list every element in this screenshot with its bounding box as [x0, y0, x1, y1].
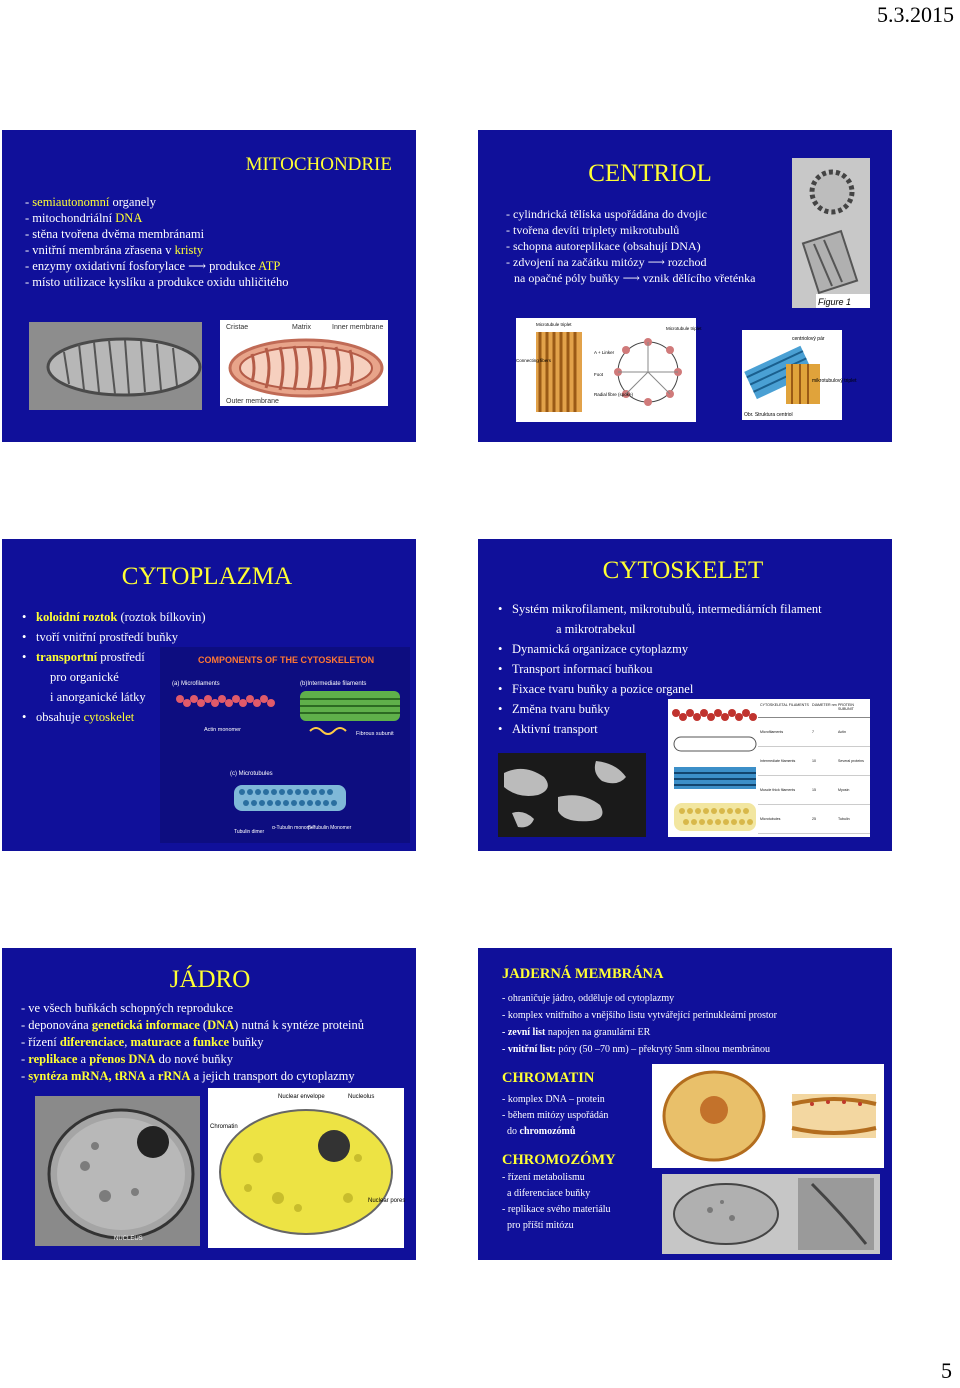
table-row	[758, 776, 870, 805]
mitochondria-diagram	[220, 320, 388, 406]
text-line: - tvořena devíti triplety mikrotubulů	[506, 223, 680, 237]
nucleus-diagram	[208, 1088, 404, 1248]
bullet-row	[498, 639, 822, 659]
membrana-text	[502, 990, 777, 1058]
bullet-dot: •	[498, 602, 503, 616]
text-bold: maturace	[130, 1035, 182, 1049]
slide-centriol	[478, 130, 892, 442]
table-cell: 10	[812, 759, 816, 763]
label-microtubules: (c) Microtubules	[230, 771, 273, 777]
text-line	[502, 1007, 777, 1024]
diagram-label-cristae: Cristae	[226, 324, 249, 331]
text-plain: Systém mikrofilament, mikrotubulů, intermediárních filament	[512, 602, 822, 616]
page-number: 5	[941, 1358, 952, 1383]
table-row	[758, 718, 870, 747]
text-plain: - stěna tvořena dvěma membránami	[25, 227, 205, 241]
nuclear-envelope-micrograph	[662, 1174, 880, 1254]
text-line	[25, 274, 288, 290]
nucleus-micrograph	[35, 1096, 200, 1246]
text-plain: tvoří vnitřní prostředí buňky	[36, 630, 178, 644]
label-connecting-fibers: Connecting fibers	[516, 358, 552, 363]
text-bold: genetická informace	[91, 1018, 200, 1032]
text-line	[25, 210, 288, 226]
label-nucleolus: Nucleolus	[348, 1094, 375, 1100]
text-plain: i anorganické látky	[50, 690, 146, 704]
bullet-row	[498, 659, 822, 679]
membrana-title: JADERNÁ MEMBRÁNA	[502, 966, 664, 982]
bullet-dot: •	[22, 610, 27, 624]
text-plain: organely	[109, 195, 157, 209]
text-line: pro příští mitózu	[502, 1220, 574, 1231]
label-nuclear-envelope: Nuclear envelope	[278, 1094, 325, 1100]
slide-cytoplazma	[2, 539, 416, 851]
text-bold: chromozómů	[519, 1126, 576, 1137]
nucleolus-caption: NUCLEOLUS	[298, 1236, 335, 1242]
table-cell: 15	[812, 788, 816, 792]
text-bold: funkce	[192, 1035, 230, 1049]
nucleus-caption: NUCLEUS	[114, 1236, 143, 1242]
label-tubulin-dimer: Tubulin dimer	[234, 829, 265, 835]
text-line: na opačné póly buňky ⟶ vznik dělícího vřeténka	[514, 271, 756, 285]
text-plain: - komplex vnitřního a vnějšího listu vytvářející perinukleární prostor	[502, 1010, 777, 1021]
text-highlight: semiautonomní	[32, 195, 110, 209]
table-cell: 25	[812, 817, 816, 821]
text-plain: póry (50 –70 nm) – překrytý 5nm silnou membránou	[555, 1044, 771, 1055]
slide-title: CYTOSKELET	[602, 557, 764, 584]
text-plain: -	[25, 195, 33, 209]
text-line	[25, 258, 288, 274]
table-cell: Myosin	[838, 788, 850, 792]
cytoskeleton-table	[758, 699, 870, 837]
text-line	[502, 1024, 777, 1041]
slide-title: CENTRIOL	[588, 160, 712, 187]
slide-title: CYTOPLAZMA	[121, 563, 293, 590]
text-line	[502, 1041, 777, 1058]
text-plain: do	[502, 1126, 520, 1137]
text-plain: -	[21, 1069, 29, 1083]
text-line: - řízení metabolismu	[502, 1172, 585, 1183]
label-nuclear-pores: Nuclear pores	[368, 1198, 406, 1204]
label-microtubule-triplet: Microtubule triplet	[536, 322, 572, 327]
text-line: - schopna autoreplikace (obsahují DNA)	[506, 239, 701, 253]
table-cell: 7	[812, 730, 814, 734]
mitochondria-micrograph	[29, 322, 202, 410]
bullet-dot: •	[22, 650, 27, 664]
table-cell: Microtubules	[760, 817, 781, 821]
chromatin-title: CHROMATIN	[502, 1070, 595, 1086]
text-plain: Transport informací buňkou	[512, 662, 653, 676]
text-highlight: DNA	[115, 211, 143, 225]
cytoskeleton-micrograph	[498, 753, 646, 837]
text-plain: a	[146, 1069, 158, 1083]
table-header-filaments: CYTOSKELETAL FILAMENTS	[760, 703, 809, 707]
bullet-row	[498, 599, 822, 619]
text-line	[21, 1068, 364, 1085]
text-highlight: cytoskelet	[83, 710, 135, 724]
date: 5.3.2015	[877, 2, 954, 27]
text-bold: replikace	[28, 1052, 78, 1066]
bullet-dot: •	[22, 630, 27, 644]
text-bold: DNA	[207, 1018, 235, 1032]
text-bold: přenos DNA	[89, 1052, 156, 1066]
table-cell: Muscle thick filaments	[760, 788, 796, 792]
text-highlight: kristy	[174, 243, 204, 257]
text-plain: - komplex DNA – protein	[502, 1094, 605, 1105]
cytoskeleton-components-figure	[160, 647, 410, 843]
text-plain: napojen na granulární ER	[545, 1027, 651, 1038]
label-microtubule-triplet-2: Microtubule triplet	[666, 326, 702, 331]
text-plain: Dynamická organizace cytoplazmy	[512, 642, 689, 656]
text-plain: - místo utilizace kyslíku a produkce oxidu uhličitého	[25, 275, 289, 289]
table-cell: Intermediate filaments	[760, 759, 796, 763]
text-plain: do nové buňky	[155, 1052, 233, 1066]
label-a-linker: A + Linker	[594, 350, 615, 355]
text-bold: - vnitřní list:	[502, 1044, 556, 1055]
text-plain: ,	[124, 1035, 131, 1049]
label-fibrous-subunit: Fibrous subunit	[356, 731, 394, 737]
text-line	[502, 1108, 608, 1124]
bullet-dot: •	[22, 710, 27, 724]
text-line	[21, 1000, 364, 1017]
table-cell: Tubulin	[838, 817, 850, 821]
centriol-text	[506, 206, 755, 286]
bullet-dot: •	[498, 702, 503, 716]
text-plain: ) nutná k syntéze proteinů	[234, 1018, 364, 1032]
text-line: a diferenciace buňky	[502, 1188, 591, 1199]
chromatin-text	[502, 1092, 608, 1140]
text-line	[502, 1124, 608, 1140]
text-highlight: ATP	[258, 259, 281, 273]
label-obr-struktura: Obr. Struktura centriol	[744, 412, 793, 418]
nuclear-membrane-diagram	[652, 1064, 884, 1168]
label-centriolovy-par: centriolový pár	[792, 336, 825, 342]
text-line	[21, 1017, 364, 1034]
text-plain: Změna tvaru buňky	[512, 702, 610, 716]
text-plain: - deponována	[21, 1018, 92, 1032]
chromozomy-title: CHROMOZÓMY	[502, 1152, 616, 1168]
slide-title: JÁDRO	[169, 966, 251, 993]
text-plain: - mitochondriální	[25, 211, 116, 225]
text-line	[25, 194, 288, 210]
text-plain: (	[199, 1018, 208, 1032]
slide-mitochondrie	[2, 130, 416, 442]
bullet-dot: •	[498, 682, 503, 696]
figure-title: COMPONENTS OF THE CYTOSKELETON	[198, 655, 375, 665]
bullet-row	[498, 619, 822, 639]
table-header-protein: PROTEIN SUBUNIT	[838, 703, 854, 711]
text-plain: obsahuje	[36, 710, 84, 724]
slide-jadro	[2, 948, 416, 1260]
text-plain: a	[77, 1052, 90, 1066]
bullet-dot: •	[498, 662, 503, 676]
jadro-text	[21, 1000, 364, 1085]
label-alpha-tubulin: α-Tubulin monomer	[272, 825, 316, 831]
bullet-row	[22, 607, 206, 627]
text-plain: prostředí	[97, 650, 145, 664]
slide-title: MITOCHONDRIE	[245, 154, 392, 175]
chromozomy-text	[502, 1170, 611, 1234]
diagram-label-outer-membrane: Outer membrane	[226, 398, 279, 405]
text-plain: -	[21, 1052, 29, 1066]
text-plain: - během mitózy uspořádán	[502, 1110, 609, 1121]
text-plain: buňky	[229, 1035, 264, 1049]
text-line	[502, 1092, 608, 1108]
table-cell: Several proteins	[838, 759, 864, 763]
text-plain: Aktivní transport	[512, 722, 598, 736]
centriol-micrograph	[792, 158, 870, 308]
label-foot: Foot	[594, 372, 604, 377]
table-row	[758, 805, 870, 834]
text-line	[25, 242, 288, 258]
figure-1-label: Figure 1	[818, 297, 852, 307]
bullet-dot: •	[498, 642, 503, 656]
label-intermediate-filaments: (b)Intermediate filaments	[300, 681, 367, 687]
centriol-triplet-diagram	[516, 318, 702, 422]
text-highlight: koloidní roztok	[36, 610, 118, 624]
text-line: - cylindrická tělíska uspořádána do dvojic	[506, 207, 707, 221]
text-bold: syntéza mRNA, tRNA	[28, 1069, 146, 1083]
text-bold: rRNA	[157, 1069, 191, 1083]
text-plain: - vnitřní membrána zřasena v	[25, 243, 175, 257]
label-actin-monomer: Actin monomer	[204, 727, 241, 733]
text-plain: - enzymy oxidativní fosforylace ⟶ produkce	[25, 259, 259, 273]
text-plain: a jejich transport do cytoplazmy	[190, 1069, 355, 1083]
text-plain: pro organické	[50, 670, 119, 684]
text-line	[25, 226, 288, 242]
text-plain: a	[181, 1035, 193, 1049]
text-bold: diferenciace	[59, 1035, 125, 1049]
text-plain: (roztok bílkovin)	[117, 610, 206, 624]
diagram-label-matrix: Matrix	[292, 324, 312, 331]
label-beta-tubulin: β-Tubulin Monomer	[308, 825, 352, 831]
text-line: - zdvojení na začátku mitózy ⟶ rozchod	[506, 255, 707, 269]
bullet-row	[22, 627, 206, 647]
text-plain: - ohraničuje jádro, odděluje od cytoplazmy	[502, 993, 675, 1004]
label-chromatin: Chromatin	[210, 1124, 238, 1130]
text-highlight: transportní	[36, 650, 98, 664]
text-line	[21, 1034, 364, 1051]
mitochondrie-text	[25, 194, 288, 290]
bullet-dot: •	[498, 722, 503, 736]
text-plain: - ve všech buňkách schopných reprodukce	[21, 1001, 234, 1015]
text-plain: a mikrotrabekul	[556, 622, 636, 636]
diagram-label-inner-membrane: Inner membrane	[332, 324, 384, 331]
text-plain: - řízení	[21, 1035, 60, 1049]
table-header-diameter: DIAMETER nm	[812, 703, 837, 707]
slide-jaderna-membrana	[478, 948, 892, 1260]
bullet-row	[498, 679, 822, 699]
text-line: - replikace svého materiálu	[502, 1204, 611, 1215]
centriol-3d-diagram	[742, 330, 857, 420]
label-microfilaments: (a) Microfilaments	[172, 681, 220, 687]
text-bold: - zevní list	[502, 1027, 546, 1038]
text-line	[502, 990, 777, 1007]
slide-cytoskelet	[478, 539, 892, 851]
label-radial-fibre: Radial fibre (spoke)	[594, 392, 634, 397]
table-cell: Microfilaments	[760, 730, 784, 734]
filament-illustrations	[668, 699, 762, 837]
table-row	[758, 747, 870, 776]
label-mikrotubulovy-triplet: mikrotubulový triplet	[812, 378, 857, 384]
table-cell: Actin	[838, 730, 846, 734]
text-plain: Fixace tvaru buňky a pozice organel	[512, 682, 694, 696]
text-line	[21, 1051, 364, 1068]
